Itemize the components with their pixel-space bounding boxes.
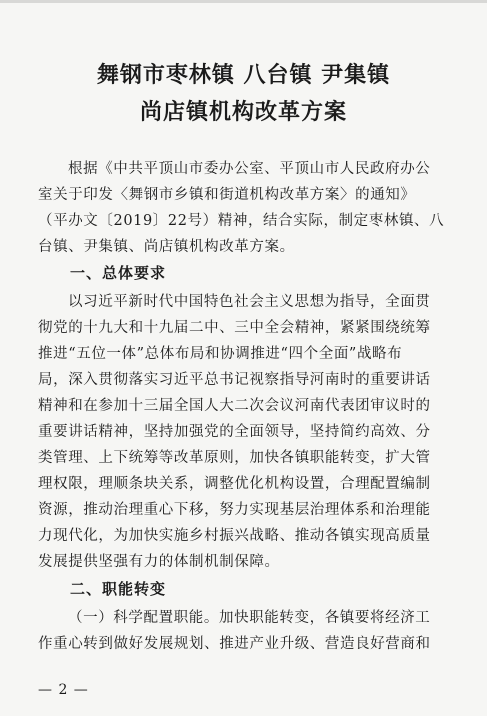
body-line: 类管理、上下统筹等改革原则，加快各镇职能转变，扩大管 [38,450,431,466]
body-line: 彻党的十九大和十九届二中、三中全会精神，紧紧围绕统筹 [38,320,431,336]
body-line: 作重心转到做好发展规划、推进产业升级、营造良好营商和 [38,636,431,652]
body-line: 重要讲话精神，坚持加强党的全面领导，坚持简约高效、分 [38,424,431,440]
page-number: — 2 — [38,682,89,698]
intro-line: 台镇、尹集镇、尚店镇机构改革方案。 [38,239,295,255]
intro-line: 根据《中共平顶山市委办公室、平顶山市人民政府办公 [68,161,431,177]
intro-line: （平办文〔2019〕22号）精神，结合实际，制定枣林镇、八 [38,213,445,229]
body-line: 以习近平新时代中国特色社会主义思想为指导，全面贯 [68,294,431,310]
intro-line: 室关于印发〈舞钢市乡镇和街道机构改革方案〉的通知》 [38,187,416,203]
document-title-line-2: 尚店镇机构改革方案 [139,99,347,125]
document-title-line-1: 舞钢市枣林镇 八台镇 尹集镇 [96,62,391,88]
scan-edge [0,0,487,3]
body-line: 推进“五位一体”总体布局和协调推进“四个全面”战略布 [38,346,403,362]
section-heading-function: 二、职能转变 [70,580,167,598]
body-line: 理权限，理顺条块关系，调整优化机构设置，合理配置编制 [38,476,431,492]
body-line: （一）科学配置职能。加快职能转变，各镇要将经济工 [68,610,431,626]
body-line: 精神和在参加十三届全国人大二次会议河南代表团审议时的 [38,398,431,414]
body-line: 力现代化，为加快实施乡村振兴战略、推动各镇实现高质量 [38,528,431,544]
body-line: 资源，推动治理重心下移，努力实现基层治理体系和治理能 [38,502,431,518]
body-line: 局，深入贯彻落实习近平总书记视察指导河南时的重要讲话 [38,372,431,388]
body-line: 发展提供坚强有力的体制机制保障。 [38,554,280,570]
section-heading-general: 一、总体要求 [70,264,167,282]
